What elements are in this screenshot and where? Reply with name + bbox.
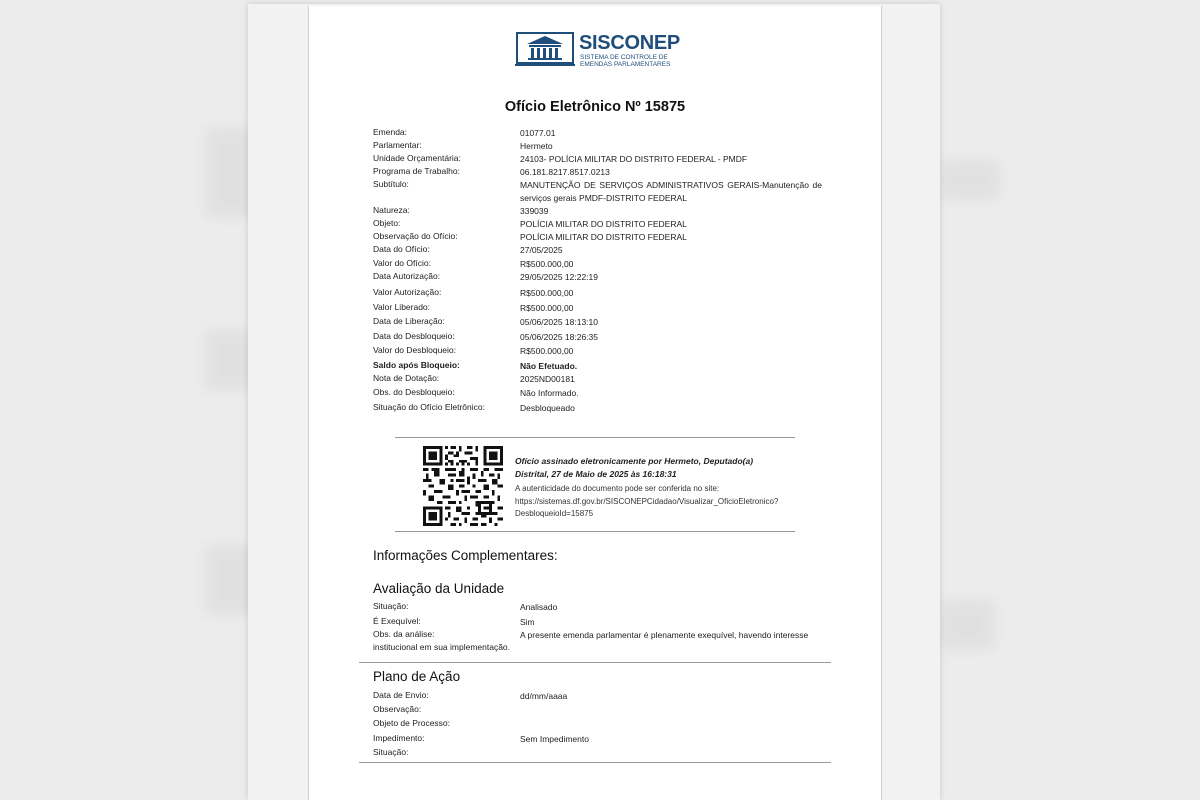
signature-block — [395, 437, 795, 532]
field-label: Valor Liberado: — [373, 302, 431, 312]
eval-exequivel-label: É Exequível: — [373, 616, 421, 626]
field-value: R$500.000,00 — [520, 346, 574, 356]
field-value: 05/06/2025 18:13:10 — [520, 317, 598, 327]
authenticity-text[interactable]: A autenticidade do documento pode ser conferida no site: https://sistemas.df.gov.br/SISCONEPCidadao/Visualizar_OficioEletronico?DesbloqueioId=15875 — [515, 484, 779, 518]
field-label: Valor do Desbloqueio: — [373, 345, 457, 355]
qr-code-icon — [423, 446, 503, 526]
brand-name: SISCONEP — [579, 32, 680, 54]
field-label: Parlamentar: — [373, 140, 422, 150]
eval-exequivel-value: Sim — [520, 617, 535, 627]
field-label: Emenda: — [373, 127, 408, 137]
field-value: 27/05/2025 — [520, 245, 563, 255]
eval-obs-continuation: institucional em sua implementação. — [373, 642, 511, 652]
field-value: R$500.000,00 — [520, 303, 574, 313]
plan-processo-label: Objeto de Processo: — [373, 718, 451, 728]
plan-impedimento-value: Sem Impedimento — [520, 734, 589, 744]
sisconep-logo — [515, 30, 680, 72]
brand-tagline: SISTEMA DE CONTROLE DE EMENDAS PARLAMENTARES — [580, 54, 671, 68]
section-divider — [359, 662, 831, 663]
field-label: Nota de Dotação: — [373, 373, 440, 383]
field-value: 339039 — [520, 206, 549, 216]
field-label: Observação do Ofício: — [373, 231, 458, 241]
field-label: Saldo após Bloqueio: — [373, 360, 460, 370]
field-value: Hermeto — [520, 141, 553, 151]
field-label: Valor Autorização: — [373, 287, 442, 297]
eval-situacao-value: Analisado — [520, 602, 558, 612]
eval-obs-value: A presente emenda parlamentar é plenamente exequível, havendo interesse — [520, 630, 809, 640]
field-value: 06.181.8217.8517.0213 — [520, 167, 610, 177]
field-label: Data do Ofício: — [373, 244, 430, 254]
plan-obs-label: Observação: — [373, 704, 422, 714]
action-plan-heading: Plano de Ação — [373, 669, 461, 684]
field-value: POLÍCIA MILITAR DO DISTRITO FEDERAL — [520, 232, 687, 242]
eval-situacao-label: Situação: — [373, 601, 409, 611]
field-label: Subtítulo: — [373, 179, 409, 189]
plan-envio-value: dd/mm/aaaa — [520, 691, 568, 701]
field-value: R$500.000,00 — [520, 288, 574, 298]
section-divider — [359, 762, 831, 763]
field-label: Unidade Orçamentária: — [373, 153, 461, 163]
field-value: Não Informado. — [520, 388, 579, 398]
field-label: Objeto: — [373, 218, 401, 228]
field-value: 24103- POLÍCIA MILITAR DO DISTRITO FEDERAL - PMDF — [520, 154, 748, 164]
field-label: Data Autorização: — [373, 271, 441, 281]
field-value: 29/05/2025 12:22:19 — [520, 272, 598, 282]
signature-text: Ofício assinado eletronicamente por Hermeto, Deputado(a) Distrital, 27 de Maio de 2025 às 16:18:31 — [515, 456, 754, 479]
field-value: MANUTENÇÃO DE SERVIÇOS ADMINISTRATIVOS GERAIS-Manutenção de serviços gerais PMDF-DISTRITO FEDERAL — [520, 180, 822, 203]
field-value: 01077.01 — [520, 128, 556, 138]
plan-situacao-label: Situação: — [373, 747, 409, 757]
field-label: Obs. do Desbloqueio: — [373, 387, 455, 397]
field-label: Programa de Trabalho: — [373, 166, 460, 176]
field-value: 05/06/2025 18:26:35 — [520, 332, 598, 342]
eval-obs-label: Obs. da análise: — [373, 629, 435, 639]
document-page[interactable] — [308, 6, 882, 800]
field-label: Situação do Ofício Eletrônico: — [373, 402, 485, 412]
plan-impedimento-label: Impedimento: — [373, 733, 425, 743]
building-icon — [515, 30, 575, 68]
plan-envio-label: Data de Envio: — [373, 690, 429, 700]
field-label: Data de Liberação: — [373, 316, 445, 326]
field-value: Não Efetuado. — [520, 361, 578, 371]
field-label: Data do Desbloqueio: — [373, 331, 455, 341]
field-value: 2025ND00181 — [520, 374, 575, 384]
field-label: Natureza: — [373, 205, 410, 215]
field-label: Valor do Ofício: — [373, 258, 431, 268]
field-value: POLÍCIA MILITAR DO DISTRITO FEDERAL — [520, 219, 687, 229]
field-value: Desbloqueado — [520, 403, 575, 413]
evaluation-heading: Avaliação da Unidade — [373, 581, 505, 596]
field-value: R$500.000,00 — [520, 259, 574, 269]
complementary-heading: Informações Complementares: — [373, 548, 558, 563]
document-title: Ofício Eletrônico Nº 15875 — [504, 99, 686, 115]
